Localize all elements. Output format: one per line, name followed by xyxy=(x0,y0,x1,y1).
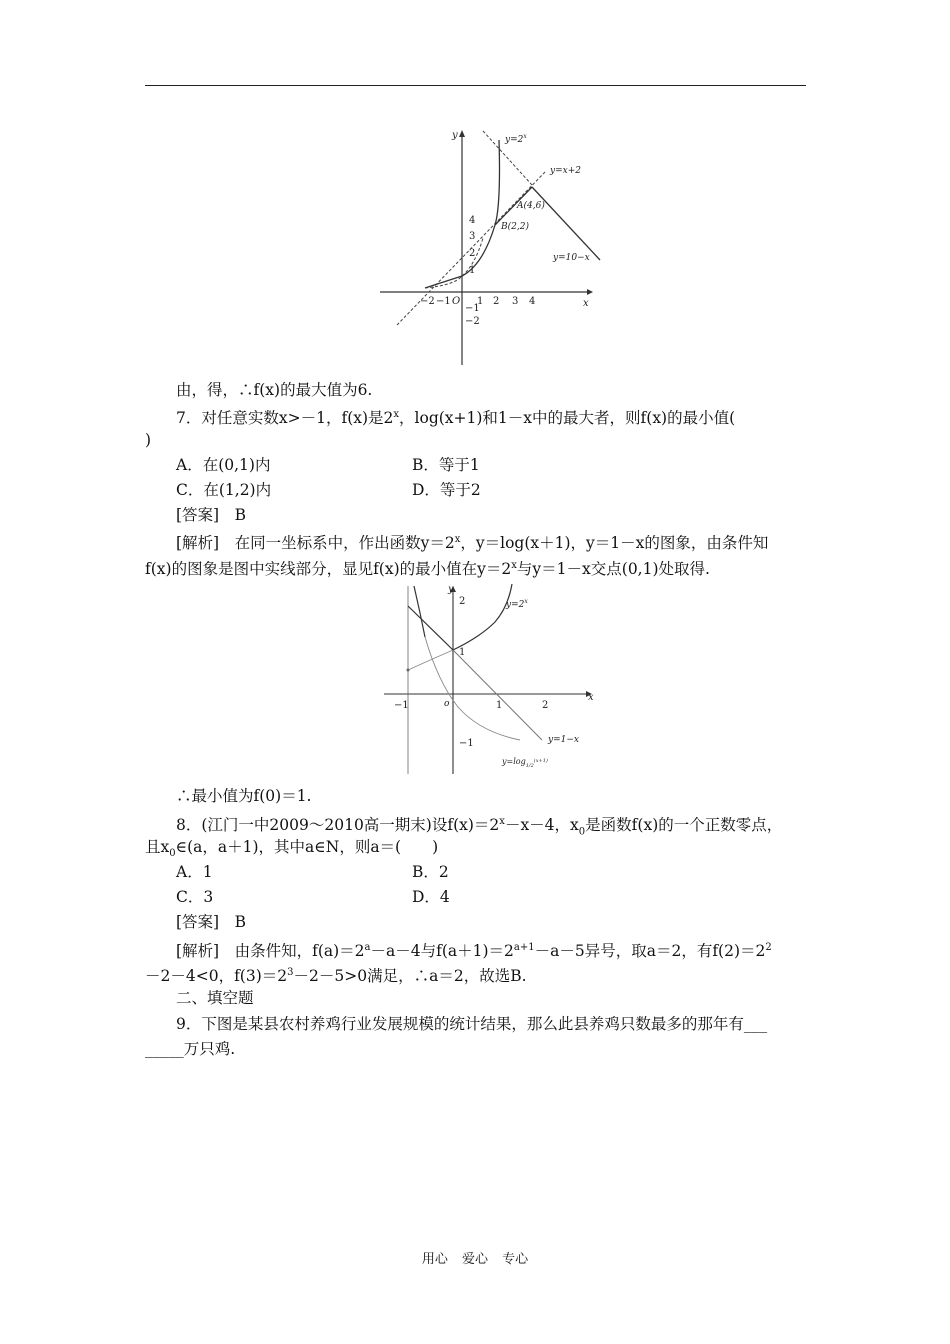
question-8-line-1: 8．(江门一中2009～2010高一期末)设$f(x)=2^x-x-4$，$x_0$是函数f(x)的一个正数零点， xyxy=(176,816,783,838)
figure-2-graph xyxy=(380,582,605,780)
label-line: y=1−x xyxy=(548,735,579,745)
log-curve-solid xyxy=(414,586,425,637)
y-tick: 1 xyxy=(459,647,466,658)
exp-curve-solid xyxy=(453,584,512,650)
line-1-minus-x-solid xyxy=(408,606,453,650)
q8-solution-line-2: －2－4<0，$f(3)=2^3-2-5>0$满足，∴a＝2，故选B. xyxy=(145,967,527,986)
x-tick: −1 xyxy=(436,296,451,307)
y-tick: −1 xyxy=(465,303,480,314)
header-rule xyxy=(145,85,806,86)
label-line-minus: y=10−x xyxy=(553,253,590,263)
y-tick: −2 xyxy=(465,316,480,327)
y-axis-arrow xyxy=(459,130,465,137)
x-tick: 4 xyxy=(529,296,536,307)
question-9-line-1: 9．下图是某县农村养鸡行业发展规模的统计结果，那么此县养鸡只数最多的那年有___ xyxy=(176,1015,768,1033)
x-axis-arrow xyxy=(587,289,593,295)
label-exp: $y=2^x$ xyxy=(505,133,527,145)
y-tick: 3 xyxy=(469,231,476,242)
x-axis-label: x xyxy=(583,298,589,309)
x-tick: 2 xyxy=(493,296,500,307)
x-axis-label: x xyxy=(588,692,594,703)
q7-solution-line-1: [解析] 在同一坐标系中，作出函数$y=2^x$，y＝log(x＋1)，y＝1－x的图象，由条件知 xyxy=(176,534,769,553)
q8-option-b: B．2 xyxy=(412,863,449,881)
label-point-b: B(2,2) xyxy=(501,222,529,232)
y-axis-label: y xyxy=(452,130,458,141)
q8-option-c: C．3 xyxy=(176,888,214,906)
exp-curve-solid-left xyxy=(425,276,462,288)
q7-minimum-line: ∴最小值为f(0)＝1. xyxy=(176,787,312,805)
y-tick: −1 xyxy=(459,738,474,749)
question-7-line-1: 7．对任意实数x>－1，f(x)是2$^x$，log(x+1)和1－x中的最大者，则f(x)的最小值( xyxy=(176,409,736,428)
line-10-minus-x-solid xyxy=(532,187,600,260)
question-7-line-2: ) xyxy=(145,431,152,449)
y-tick: 2 xyxy=(459,596,466,607)
origin-label: o xyxy=(444,699,450,709)
conclusion-line: 由，得，∴f(x)的最大值为6. xyxy=(176,381,373,399)
q7-option-c: C．在(1,2)内 xyxy=(176,481,272,499)
q7-solution-line-2: f(x)的图象是图中实线部分，显见f(x)的最小值在$y=2^x$与y＝1－x交点(0,1)处取得. xyxy=(145,560,710,579)
y-axis-label: y xyxy=(448,584,454,595)
x-tick: 1 xyxy=(477,296,484,307)
y-tick: 4 xyxy=(469,215,476,226)
question-9-line-2: _____万只鸡. xyxy=(145,1040,236,1058)
q8-answer: [答案] B xyxy=(176,913,246,931)
section-heading: 二、填空题 xyxy=(176,989,254,1007)
y-tick: 1 xyxy=(469,265,476,276)
line-1-minus-x-thin xyxy=(453,650,542,740)
label-line-plus: y=x+2 xyxy=(550,166,581,176)
q8-option-a: A．1 xyxy=(176,863,213,881)
footer-word: 用心 xyxy=(421,1252,448,1267)
q7-option-a: A．在(0,1)内 xyxy=(176,456,271,474)
label-exp: $y=2^x$ xyxy=(506,598,528,610)
footer-word: 爱心 xyxy=(461,1252,488,1267)
q7-option-b: B．等于1 xyxy=(412,456,480,474)
figure-1-graph xyxy=(375,125,605,370)
x-tick: 3 xyxy=(512,296,519,307)
label-log: $y=\log_{1/2}^{(x+1)}$ xyxy=(502,757,548,769)
exp-curve-solid xyxy=(462,140,500,276)
q8-solution-line-1: [解析] 由条件知，$f(a)=2^a-a-4$与$f(a+1)=2^{a+1}-a-5$异号，取a＝2，有$f(2)=2^2$ xyxy=(176,942,772,961)
log-curve-thin xyxy=(425,637,520,740)
x-tick: −1 xyxy=(394,700,409,711)
footer-word: 专心 xyxy=(502,1252,529,1267)
x-tick: 2 xyxy=(542,700,549,711)
q7-answer: [答案] B xyxy=(176,506,246,524)
x-tick: −2 xyxy=(420,296,435,307)
question-8-line-2: 且$x_0\in(a$，a＋1)，其中a∈N，则a＝( ) xyxy=(145,838,439,860)
y-tick: 2 xyxy=(469,248,476,259)
page-footer xyxy=(0,1248,950,1267)
x-tick: 1 xyxy=(496,700,503,711)
q8-option-d: D．4 xyxy=(412,888,450,906)
label-point-a: A(4,6) xyxy=(517,201,545,211)
q7-option-d: D．等于2 xyxy=(412,481,481,499)
origin-label: O xyxy=(452,296,461,307)
